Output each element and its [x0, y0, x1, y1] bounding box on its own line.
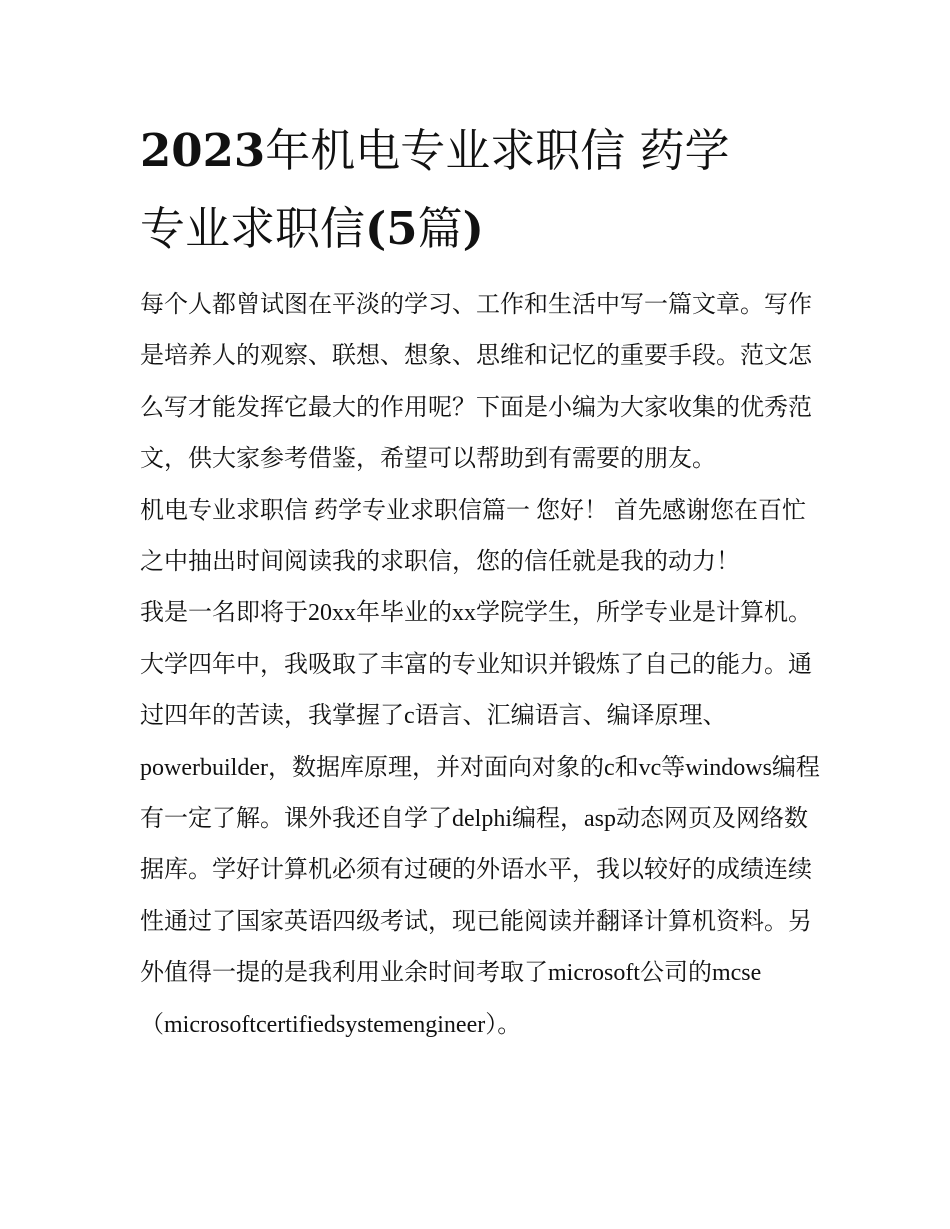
title-line2-text: 专业求职信 — [140, 202, 366, 255]
document-title — [140, 112, 820, 268]
paragraph-education: 大学四年中，我吸取了丰富的专业知识并锻炼了自己的能力。通过四年的苦读，我掌握了c语言、汇编语言、编译原理、powerbuilder，数据库原理，并对面向对象的c和vc等windows编程有一定了解。课外我还自学了delphi编程，asp动态网页及网络数据库。学好计算机必须有过硬的外语水平，我以较好的成绩连续性通过了国家英语四级考试，现已能阅读并翻译计算机资料。另外值得一提的是我利用业余时间考取了microsoft公司的mcse（microsoftcertifiedsystemengineer）。 — [140, 651, 820, 1038]
title-close-paren: ) — [462, 202, 484, 255]
title-year: 2023 — [140, 124, 266, 177]
paragraph-intro: 每个人都曾试图在平淡的学习、工作和生活中写一篇文章。写作是培养人的观察、联想、想象、思维和记忆的重要手段。范文怎么写才能发挥它最大的作用呢？下面是小编为大家收集的优秀范文，供大家参考借鉴，希望可以帮助到有需要的朋友。 — [140, 292, 812, 473]
paragraph-self-intro: 我是一名即将于20xx年毕业的xx学院学生，所学专业是计算机。 — [140, 600, 812, 627]
paragraph-greeting: 机电专业求职信 药学专业求职信篇一 您好！ 首先感谢您在百忙之中抽出时间阅读我的求职信，您的信任就是我的动力！ — [140, 497, 806, 576]
title-count-unit: 篇 — [417, 202, 463, 255]
title-line1-text: 年机电专业求职信 药学 — [265, 124, 730, 177]
document-body — [140, 112, 820, 1051]
title-count: (5 — [365, 202, 418, 255]
